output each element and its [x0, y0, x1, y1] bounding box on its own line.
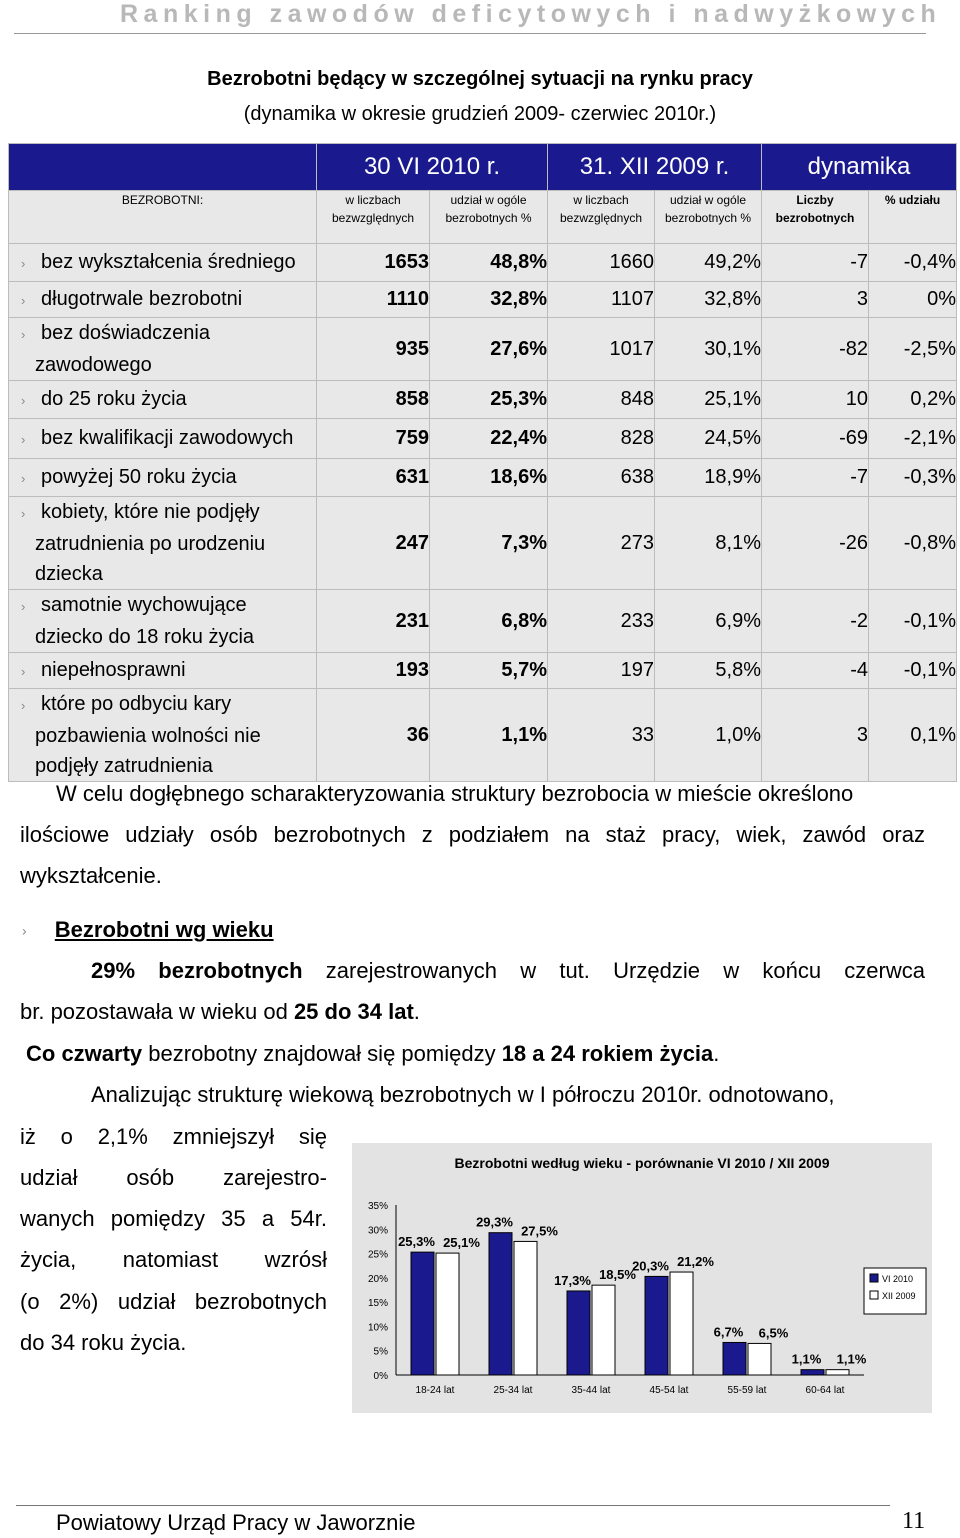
- row-label-line: podjęły zatrudnienia: [35, 755, 213, 777]
- paragraph-analysis-line1: Analizując strukturę wiekową bezrobotnych w I półroczu 2010r. odnotowano,: [91, 1082, 835, 1107]
- col-header-unemployed: BEZROBOTNI:: [9, 191, 317, 244]
- col-header-count-2010: w liczbach bezwzględnych: [317, 191, 430, 244]
- bar-vi-2010: [723, 1342, 746, 1375]
- paragraph-intro-line3: wykształcenie.: [20, 863, 162, 888]
- row-value: 18,9%: [655, 459, 762, 497]
- unemployed-table: [8, 143, 957, 782]
- row-value: -26: [762, 497, 869, 590]
- paragraph-quarter: Co czwarty bezrobotny znajdował się pomiędzy 18 a 24 rokiem życia.: [26, 1041, 720, 1066]
- row-label-line: kobiety, które nie podjęły: [41, 501, 260, 523]
- row-value: 935: [317, 318, 430, 381]
- row-value: 1660: [548, 244, 655, 282]
- row-label-line: zawodowego: [35, 354, 152, 376]
- col-header-count-2009: w liczbach bezwzględnych: [548, 191, 655, 244]
- data-label: 6,5%: [758, 1325, 789, 1341]
- row-label-line: bez kwalifikacji zawodowych: [41, 426, 294, 449]
- section-heading: [22, 909, 274, 952]
- table-row: [9, 244, 957, 282]
- table-row: [9, 497, 957, 590]
- row-value: 6,9%: [655, 590, 762, 653]
- legend-label: XII 2009: [882, 1291, 916, 1301]
- section-heading-text: Bezrobotni wg wieku: [54, 917, 274, 942]
- table-row: [9, 689, 957, 782]
- row-value: 25,3%: [430, 381, 548, 419]
- y-tick-label: 0%: [373, 1371, 388, 1382]
- row-bullet-icon: ›: [21, 292, 26, 308]
- table-title: Bezrobotni będący w szczególnej sytuacji na rynku pracy: [207, 68, 753, 90]
- row-label-line: dziecko do 18 roku życia: [35, 626, 255, 648]
- row-label-line: dziecka: [35, 563, 103, 585]
- row-label: [9, 653, 317, 689]
- row-label-line: pozbawienia wolności nie: [35, 725, 261, 747]
- x-tick-label: 60-64 lat: [805, 1385, 845, 1396]
- row-value: 49,2%: [655, 244, 762, 282]
- y-tick-label: 20%: [367, 1273, 388, 1285]
- header-empty: [9, 144, 317, 191]
- x-tick-label: 18-24 lat: [415, 1385, 455, 1396]
- header-rule: [14, 33, 926, 34]
- bar-vi-2010: [567, 1291, 590, 1375]
- row-value: -0,1%: [869, 653, 957, 689]
- x-tick-label: 55-59 lat: [727, 1385, 767, 1396]
- y-tick-label: 25%: [367, 1249, 388, 1261]
- row-value: 10: [762, 381, 869, 419]
- x-tick-label: 25-34 lat: [493, 1385, 533, 1396]
- data-label: 17,3%: [554, 1272, 591, 1288]
- running-header: Ranking zawodów deficytowych i nadwyżkowych: [120, 0, 942, 28]
- row-value: 24,5%: [655, 419, 762, 459]
- bar-xii-2009: [748, 1343, 771, 1375]
- row-value: -7: [762, 244, 869, 282]
- col-header-share-change: % udziału: [869, 191, 957, 244]
- data-label: 1,1%: [836, 1351, 867, 1367]
- row-value: 5,7%: [430, 653, 548, 689]
- row-value: 18,6%: [430, 459, 548, 497]
- row-label: [9, 459, 317, 497]
- table-row: [9, 419, 957, 459]
- row-value: 828: [548, 419, 655, 459]
- bar-vi-2010: [801, 1370, 824, 1375]
- col-header-count-change: Liczby bezrobotnych: [762, 191, 869, 244]
- row-bullet-icon: ›: [21, 431, 26, 447]
- x-tick-label: 35-44 lat: [571, 1385, 611, 1396]
- data-label: 29,3%: [476, 1214, 513, 1230]
- row-label-line: do 25 roku życia: [41, 387, 187, 410]
- row-value: 273: [548, 497, 655, 590]
- row-value: 1107: [548, 282, 655, 318]
- paragraph-analysis-line5: życia, natomiast wzrósł: [20, 1247, 327, 1272]
- row-value: 6,8%: [430, 590, 548, 653]
- row-value: 25,1%: [655, 381, 762, 419]
- bar-vi-2010: [645, 1276, 668, 1375]
- row-value: 7,3%: [430, 497, 548, 590]
- row-value: 247: [317, 497, 430, 590]
- bar-xii-2009: [436, 1253, 459, 1375]
- page-number: 11: [902, 1508, 926, 1534]
- paragraph-age-line1: 29% bezrobotnych zarejestrowanych w tut. Urzędzie w końcu czerwca: [91, 958, 925, 983]
- paragraph-analysis-line6: (o 2%) udział bezrobotnych: [20, 1289, 327, 1314]
- row-label-line: niepełnosprawni: [41, 658, 186, 681]
- row-label: [9, 419, 317, 459]
- row-bullet-icon: ›: [21, 599, 26, 614]
- table-row: [9, 459, 957, 497]
- row-value: 0,2%: [869, 381, 957, 419]
- row-value: 1,0%: [655, 689, 762, 782]
- row-value: 32,8%: [430, 282, 548, 318]
- legend-swatch: [870, 1274, 878, 1282]
- row-label-line: bez wykształcenia średniego: [41, 250, 296, 273]
- x-tick-label: 45-54 lat: [649, 1385, 689, 1396]
- row-label-line: zatrudnienia po urodzeniu: [35, 533, 266, 555]
- row-value: -0,8%: [869, 497, 957, 590]
- row-value: 1,1%: [430, 689, 548, 782]
- row-value: -2,1%: [869, 419, 957, 459]
- row-bullet-icon: ›: [21, 470, 26, 486]
- group-header-jun-2010: 30 VI 2010 r.: [317, 144, 548, 191]
- data-label: 18,5%: [599, 1267, 636, 1283]
- row-value: -2: [762, 590, 869, 653]
- row-label-line: powyżej 50 roku życia: [41, 465, 237, 488]
- bar-vi-2010: [411, 1252, 434, 1375]
- chart-title: Bezrobotni według wieku - porównanie VI 2010 / XII 2009: [454, 1155, 830, 1171]
- age-chart: [352, 1143, 932, 1413]
- row-value: -69: [762, 419, 869, 459]
- col-header-share-2010: udział w ogóle bezrobotnych %: [430, 191, 548, 244]
- row-value: 0,1%: [869, 689, 957, 782]
- y-tick-label: 30%: [367, 1225, 388, 1237]
- footer-rule: [16, 1505, 890, 1506]
- row-value: -0,3%: [869, 459, 957, 497]
- row-value: 3: [762, 689, 869, 782]
- row-value: 27,6%: [430, 318, 548, 381]
- table-row: [9, 590, 957, 653]
- row-value: 32,8%: [655, 282, 762, 318]
- row-value: 638: [548, 459, 655, 497]
- y-tick-label: 15%: [367, 1298, 388, 1310]
- group-header-dynamics: dynamika: [762, 144, 957, 191]
- row-bullet-icon: ›: [21, 255, 26, 271]
- row-value: 0%: [869, 282, 957, 318]
- row-bullet-icon: ›: [21, 506, 26, 521]
- y-tick-label: 35%: [367, 1201, 388, 1212]
- paragraph-analysis-line4: wanych pomiędzy 35 a 54r.: [20, 1206, 327, 1231]
- bar-xii-2009: [670, 1272, 693, 1375]
- row-value: -0,1%: [869, 590, 957, 653]
- row-value: 33: [548, 689, 655, 782]
- row-label: [9, 244, 317, 282]
- row-value: 48,8%: [430, 244, 548, 282]
- row-bullet-icon: ›: [21, 392, 26, 408]
- paragraph-analysis-line7: do 34 roku życia.: [20, 1330, 187, 1355]
- table-row: [9, 381, 957, 419]
- y-tick-label: 10%: [367, 1322, 388, 1334]
- row-value: 193: [317, 653, 430, 689]
- legend-label: VI 2010: [882, 1274, 914, 1284]
- row-value: -7: [762, 459, 869, 497]
- row-value: 22,4%: [430, 419, 548, 459]
- row-value: 30,1%: [655, 318, 762, 381]
- row-value: 8,1%: [655, 497, 762, 590]
- data-label: 27,5%: [521, 1223, 558, 1239]
- row-value: 5,8%: [655, 653, 762, 689]
- row-label: [9, 590, 317, 653]
- footer-org: Powiatowy Urząd Pracy w Jaworznie: [56, 1510, 416, 1535]
- row-bullet-icon: ›: [21, 698, 26, 713]
- data-label: 20,3%: [632, 1258, 669, 1274]
- bar-xii-2009: [514, 1241, 537, 1375]
- paragraph-intro-line1: W celu dogłębnego scharakteryzowania struktury bezrobocia w mieście określono: [56, 781, 854, 806]
- row-value: -82: [762, 318, 869, 381]
- table-row: [9, 653, 957, 689]
- section-bullet-icon: ›: [22, 922, 27, 939]
- row-value: -2,5%: [869, 318, 957, 381]
- row-label-line: bez doświadczenia: [41, 322, 210, 344]
- group-header-dec-2009: 31. XII 2009 r.: [548, 144, 762, 191]
- row-label: [9, 282, 317, 318]
- bar-xii-2009: [826, 1370, 849, 1375]
- data-label: 25,3%: [398, 1234, 435, 1250]
- row-value: 858: [317, 381, 430, 419]
- data-label: 25,1%: [443, 1235, 480, 1251]
- row-value: -4: [762, 653, 869, 689]
- data-label: 1,1%: [791, 1351, 822, 1367]
- row-value: 1653: [317, 244, 430, 282]
- data-label: 21,2%: [677, 1254, 714, 1270]
- row-value: 3: [762, 282, 869, 318]
- row-label: [9, 381, 317, 419]
- row-bullet-icon: ›: [21, 327, 26, 342]
- row-value: 36: [317, 689, 430, 782]
- row-value: -0,4%: [869, 244, 957, 282]
- row-value: 197: [548, 653, 655, 689]
- row-label-line: długotrwale bezrobotni: [41, 287, 243, 310]
- row-label: [9, 318, 317, 381]
- row-label-line: samotnie wychowujące: [41, 594, 247, 616]
- bar-vi-2010: [489, 1233, 512, 1375]
- table-subtitle: (dynamika w okresie grudzień 2009- czerwiec 2010r.): [243, 103, 717, 125]
- row-value: 631: [317, 459, 430, 497]
- paragraph-analysis-line2: iż o 2,1% zmniejszył się: [20, 1124, 327, 1149]
- table-row: [9, 318, 957, 381]
- row-value: 231: [317, 590, 430, 653]
- data-label: 6,7%: [713, 1324, 744, 1340]
- paragraph-analysis-line3: udział osób zarejestro-: [20, 1165, 327, 1190]
- row-value: 759: [317, 419, 430, 459]
- row-label: [9, 689, 317, 782]
- row-label: [9, 497, 317, 590]
- row-label-line: które po odbyciu kary: [41, 693, 232, 715]
- row-value: 1110: [317, 282, 430, 318]
- row-value: 848: [548, 381, 655, 419]
- y-tick-label: 5%: [373, 1346, 388, 1358]
- table-row: [9, 282, 957, 318]
- age-chart-svg: [352, 1143, 932, 1413]
- row-value: 1017: [548, 318, 655, 381]
- row-value: 233: [548, 590, 655, 653]
- paragraph-age-line2: br. pozostawała w wieku od 25 do 34 lat.: [20, 999, 420, 1024]
- bar-xii-2009: [592, 1285, 615, 1375]
- paragraph-intro-line2: ilościowe udziały osób bezrobotnych z podziałem na staż pracy, wiek, zawód oraz: [20, 822, 925, 847]
- col-header-share-2009: udział w ogóle bezrobotnych %: [655, 191, 762, 244]
- legend-swatch: [870, 1291, 878, 1299]
- row-bullet-icon: ›: [21, 663, 26, 679]
